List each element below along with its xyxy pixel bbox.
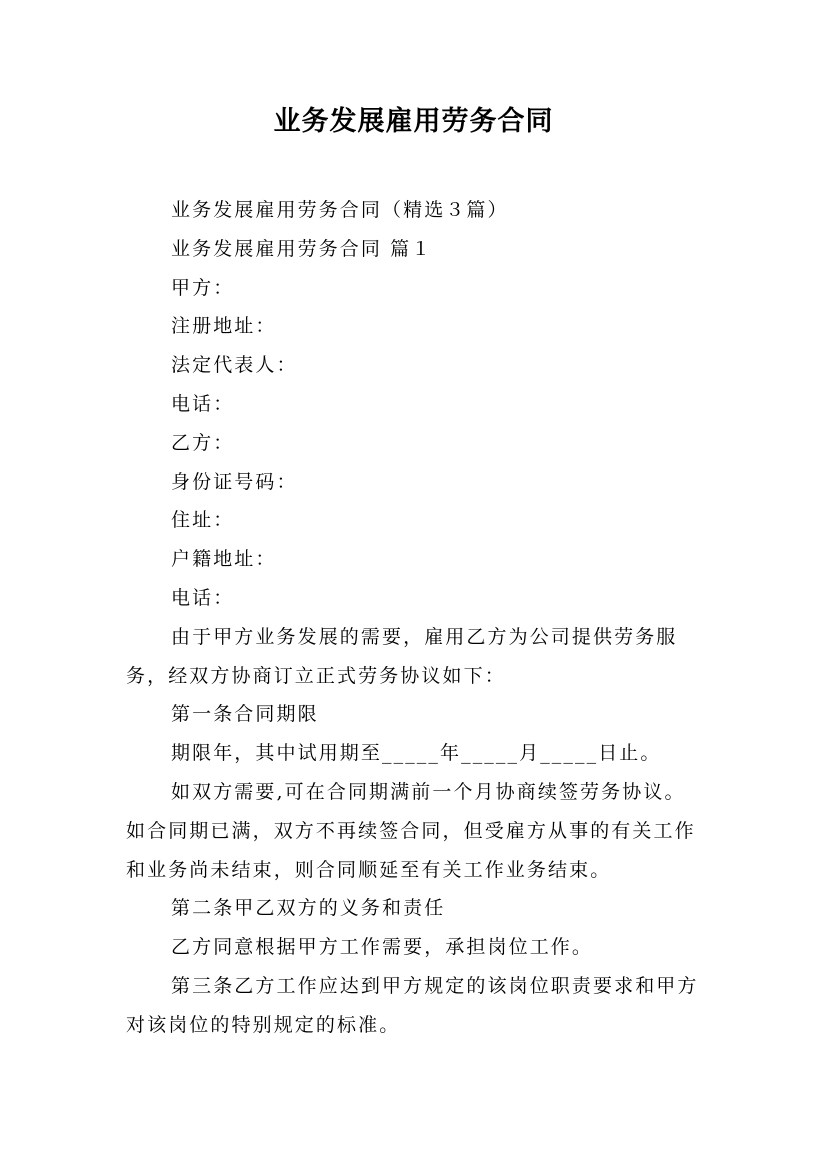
id-number-label: 身份证号码：	[171, 470, 298, 493]
party-b-phone-label: 电话：	[171, 586, 235, 609]
party-b-label: 乙方：	[171, 431, 235, 454]
party-a-phone-label: 电话：	[171, 392, 235, 415]
article-2-heading: 第二条甲乙双方的义务和责任	[171, 897, 446, 920]
paragraph-renewal: 如双方需要,可在合同期满前一个月协商续签劳务协议。如合同期已满，双方不再续签合同，但受雇方从事的有关工作和业务尚未结束，则合同顺延至有关工作业务结束。	[126, 780, 696, 881]
document-body	[126, 191, 706, 1045]
residence-label: 住址：	[171, 509, 235, 532]
document-title: 业务发展雇用劳务合同	[273, 106, 554, 137]
paragraph-subtitle: 业务发展雇用劳务合同（精选３篇）	[171, 199, 509, 221]
legal-representative-label: 法定代表人：	[171, 354, 298, 377]
article-1-heading: 第一条合同期限	[171, 703, 319, 726]
paragraph-preamble: 由于甲方业务发展的需要，雇用乙方为公司提供劳务服务，经双方协商订立正式劳务协议如下：	[126, 625, 678, 687]
registered-address-label: 注册地址：	[171, 315, 277, 338]
paragraph-part-heading: 业务发展雇用劳务合同 篇１	[171, 237, 433, 260]
party-a-label: 甲方：	[171, 276, 235, 299]
household-address-label: 户籍地址：	[171, 548, 277, 571]
paragraph-term-period: 期限年，其中试用期至_____年_____月_____日止。	[171, 742, 662, 765]
article-3-paragraph: 第三条乙方工作应达到甲方规定的该岗位职责要求和甲方对该岗位的特别规定的标准。	[126, 974, 699, 1036]
paragraph-duty: 乙方同意根据甲方工作需要，承担岗位工作。	[171, 936, 594, 959]
